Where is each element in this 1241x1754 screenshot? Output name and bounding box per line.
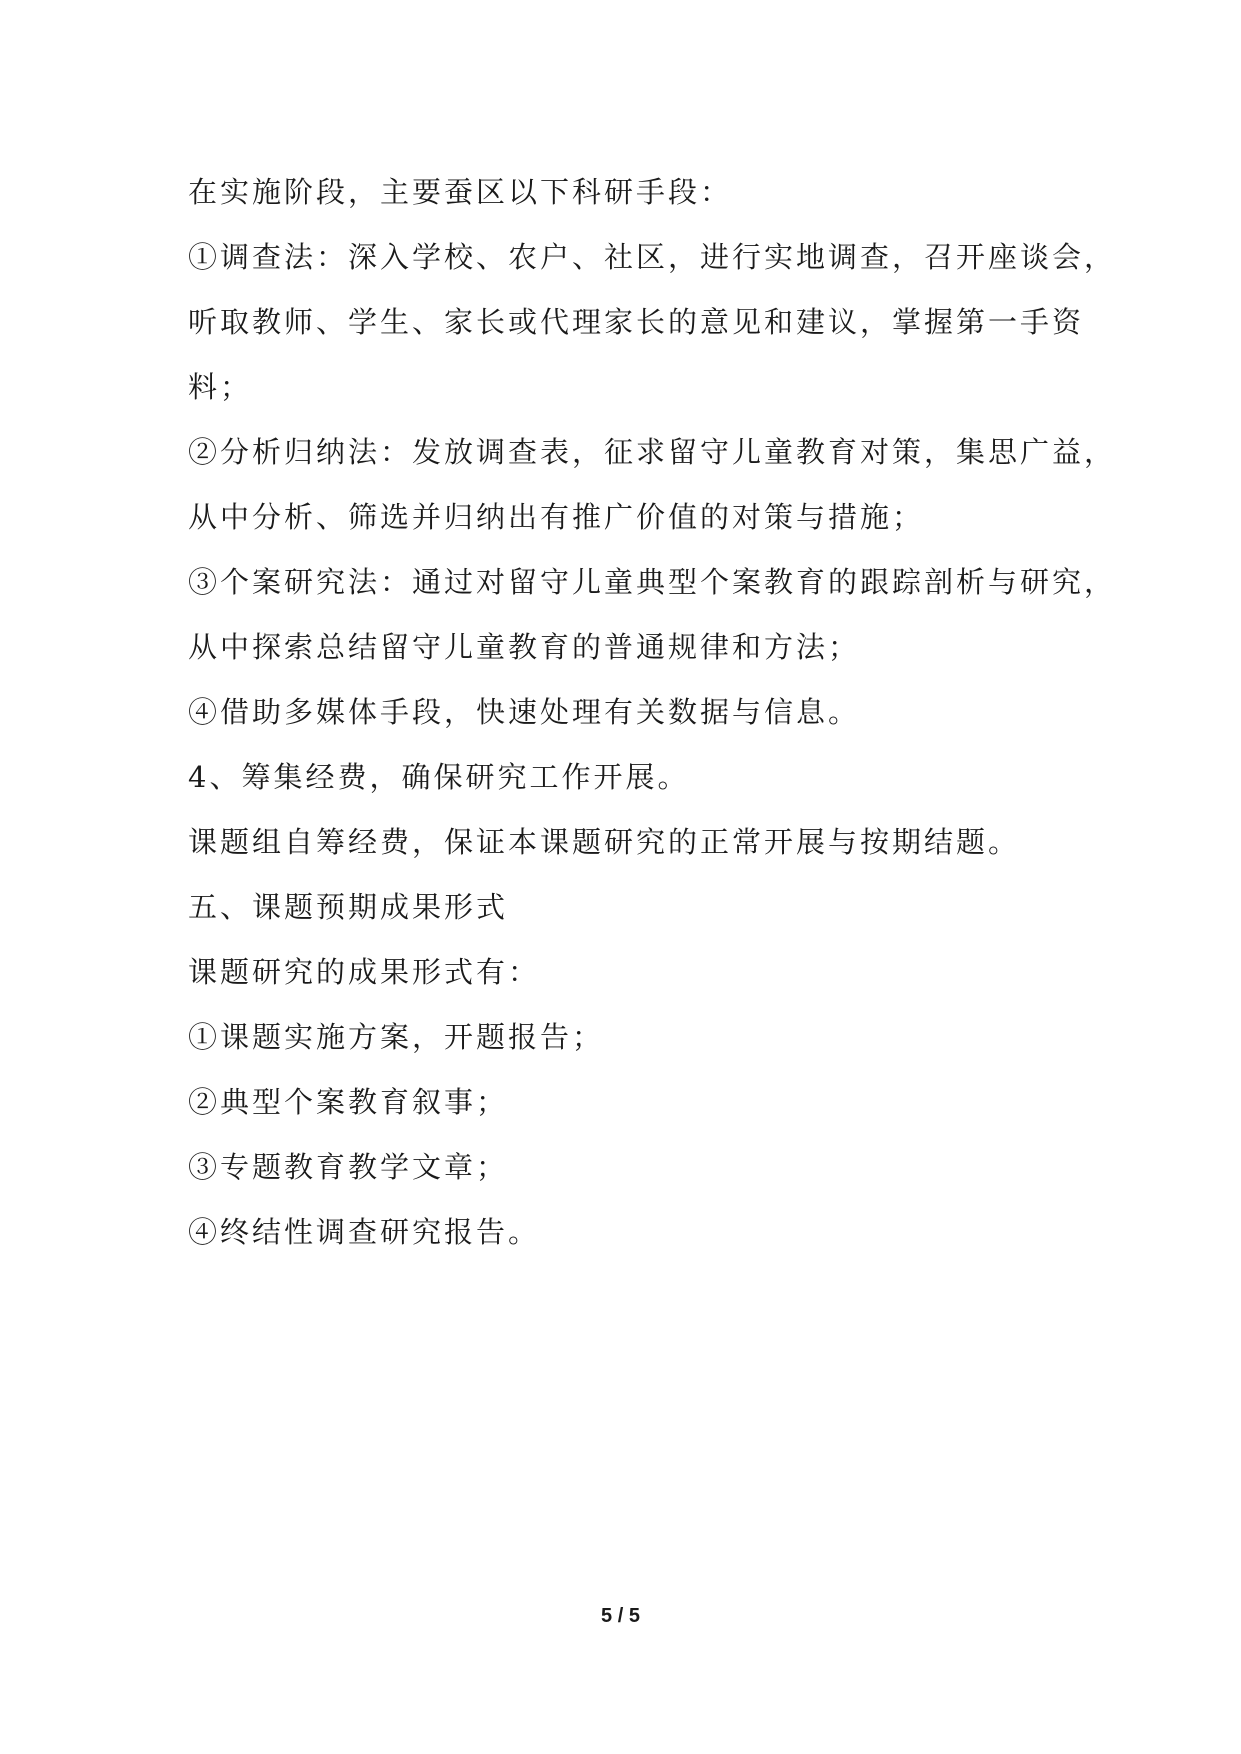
list-item-case-study-method: ③个案研究法：通过对留守儿童典型个案教育的跟踪剖析与研究， bbox=[188, 565, 1117, 599]
list-item-analysis-method: ②分析归纳法：发放调查表，征求留守儿童教育对策，集思广益， bbox=[188, 435, 1117, 469]
section-heading-funding: 4、筹集经费，确保研究工作开展。 bbox=[188, 760, 690, 794]
body-paragraph: 课题研究的成果形式有： bbox=[188, 955, 541, 989]
body-paragraph: 课题组自筹经费，保证本课题研究的正常开展与按期结题。 bbox=[188, 825, 1021, 859]
list-item-survey-method-cont: 料； bbox=[188, 370, 253, 404]
body-paragraph: 在实施阶段，主要蚕区以下科研手段： bbox=[188, 175, 733, 209]
list-item-outcome: ①课题实施方案，开题报告； bbox=[188, 1020, 605, 1054]
list-item-survey-method: ①调查法：深入学校、农户、社区，进行实地调查，召开座谈会， bbox=[188, 240, 1117, 274]
page-number: 5 / 5 bbox=[601, 1605, 640, 1627]
list-item-outcome: ③专题教育教学文章； bbox=[188, 1150, 509, 1184]
list-item-multimedia: ④借助多媒体手段，快速处理有关数据与信息。 bbox=[188, 695, 861, 729]
list-item-case-study-method-cont: 从中探索总结留守儿童教育的普通规律和方法； bbox=[188, 630, 861, 664]
list-item-survey-method-cont: 听取教师、学生、家长或代理家长的意见和建议，掌握第一手资 bbox=[188, 305, 1085, 339]
section-heading-outcomes: 五、课题预期成果形式 bbox=[188, 890, 509, 924]
list-item-outcome: ②典型个案教育叙事； bbox=[188, 1085, 509, 1119]
list-item-analysis-method-cont: 从中分析、筛选并归纳出有推广价值的对策与措施； bbox=[188, 500, 925, 534]
document-body bbox=[188, 160, 1117, 1265]
list-item-outcome: ④终结性调查研究报告。 bbox=[188, 1215, 541, 1249]
